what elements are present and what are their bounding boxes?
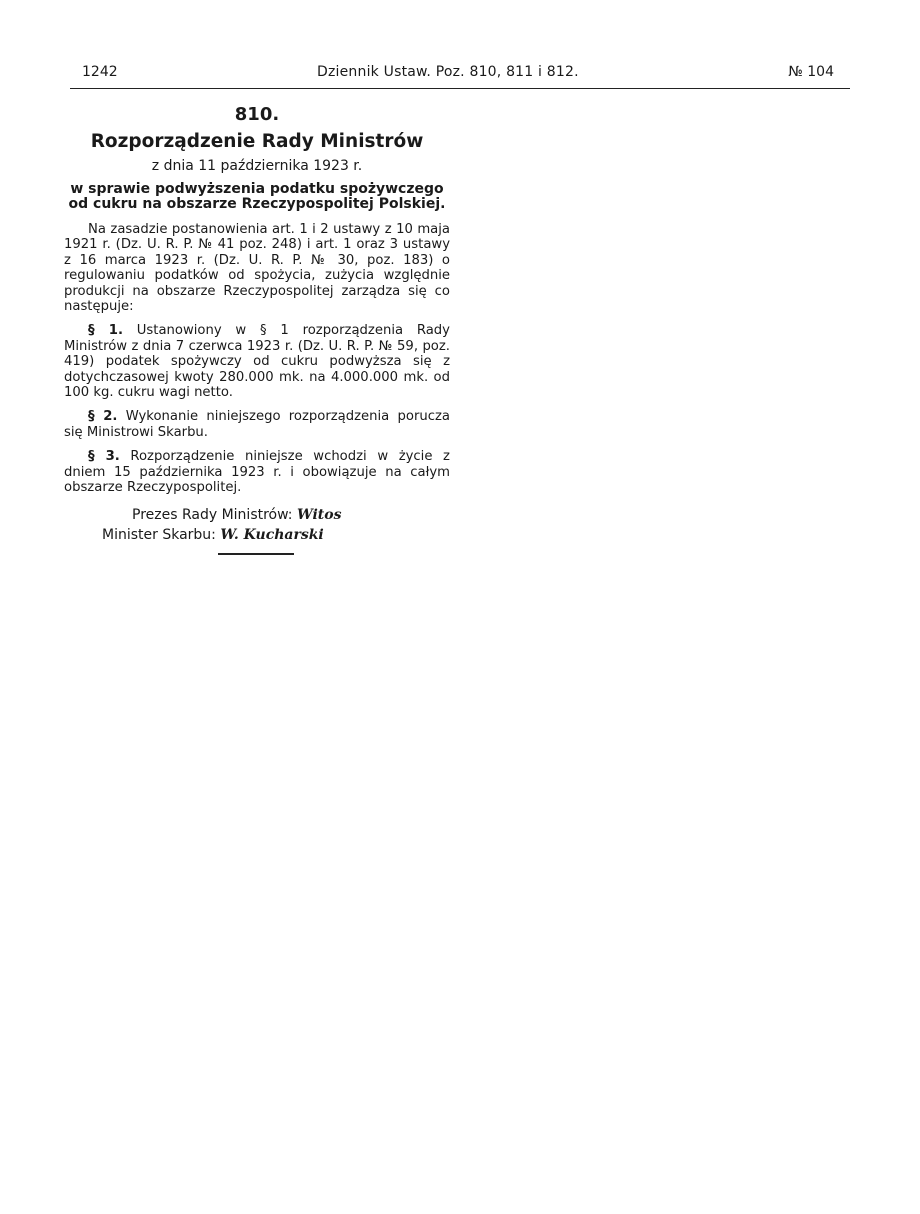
section-2-text: Wykonanie niniejszego rozporządzenia porucza się Ministrowi Skarbu. [64,409,450,440]
signature-treasury-minister [64,525,450,545]
header-rule [70,88,850,89]
section-3-text: Rozporządzenie niniejsze wchodzi w życie z dniem 15 października 1923 r. i obowiązuje na całym obszarze Rzeczypospolitej. [64,449,450,496]
document-column [64,100,450,555]
preamble-paragraph: Na zasadzie postanowienia art. 1 i 2 ustawy z 10 maja 1921 r. (Dz. U. R. P. № 41 poz. 248) i art. 1 oraz 3 ustawy z 16 marca 1923 r. (Dz. U. R. P. № 30, poz. 183) o regulowaniu podatków od spożycia, zużycia względnie produkcji na obszarze Rzeczypospolitej zarządza się co następuje: [64,222,450,315]
section-2-label: § 2. [88,409,118,425]
signature-prime-minister [64,505,450,525]
end-rule [218,553,294,555]
page-number: 1242 [82,64,118,80]
running-head [72,64,848,84]
section-1-text: Ustanowiony w § 1 rozporządzenia Rady Ministrów z dnia 7 czerwca 1923 r. (Dz. U. R. P. № 59, poz. 419) podatek spożywczy od cukru podwyższa się z dotychczasowej kwoty 280.000 mk. na 4.000.000 mk. od 100 kg. cukru wagi netto. [64,323,450,401]
journal-title: Dziennik Ustaw. Poz. 810, 811 i 812. [317,64,579,80]
signature-name: Witos [296,506,342,523]
section-1-paragraph [64,323,450,400]
section-3-label: § 3. [88,449,120,465]
signature-name: W. Kucharski [220,526,324,543]
issue-number: № 104 [788,64,834,80]
item-number: 810. [234,104,280,125]
signature-block [64,505,450,545]
document-title: Rozporządzenie Rady Ministrów [90,131,424,152]
document-date: z dnia 11 października 1923 r. [151,158,363,174]
signature-role: Prezes Rady Ministrów: [132,506,293,523]
document-subject: w sprawie podwyższenia podatku spożywczego od cukru na obszarze Rzeczypospolitej Polskiej. [68,181,446,212]
signature-role: Minister Skarbu: [102,526,216,543]
section-1-label: § 1. [88,323,123,339]
section-2-paragraph [64,409,450,440]
section-3-paragraph [64,449,450,495]
